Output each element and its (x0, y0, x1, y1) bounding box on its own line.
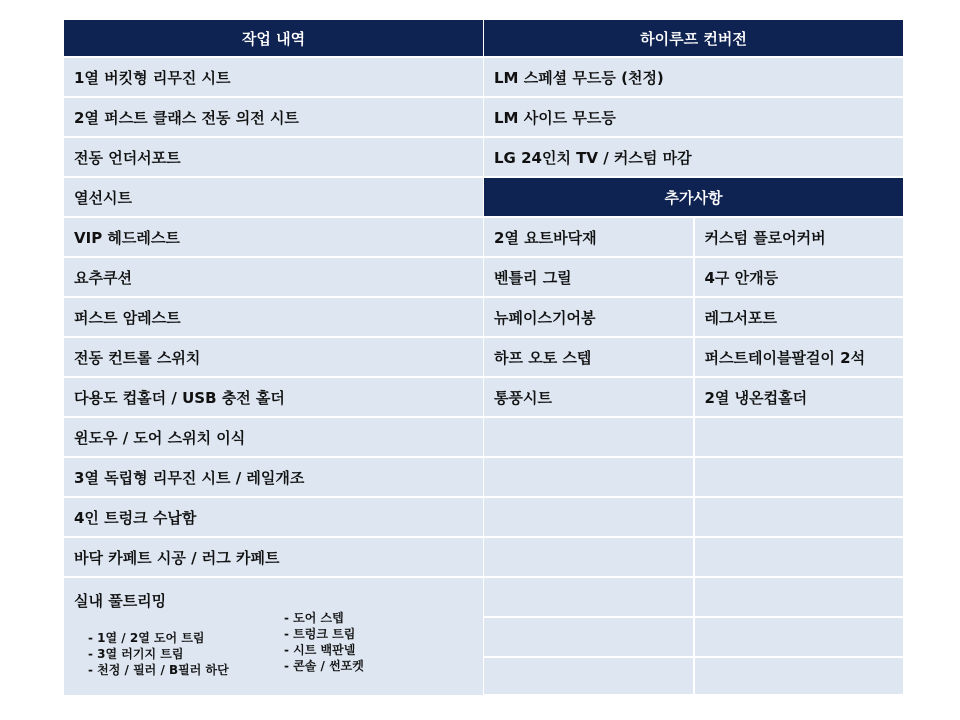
extras-row (484, 336, 903, 376)
extras-cell (693, 498, 904, 536)
work-item: 요추쿠션 (64, 256, 483, 296)
extras-cell (693, 418, 904, 456)
extras-cell (484, 498, 693, 536)
work-table (64, 20, 903, 693)
work-item: VIP 헤드레스트 (64, 216, 483, 256)
trim-list-a (88, 630, 229, 678)
interior-trim-title: 실내 풀트리밍 (74, 592, 167, 610)
work-list-items (64, 56, 483, 576)
trim-item: - 트렁크 트림 (284, 627, 356, 641)
extras-grid (484, 216, 903, 694)
conversion-item: LM 사이드 무드등 (484, 96, 903, 136)
conversion-column (484, 20, 903, 694)
extras-cell (693, 458, 904, 496)
conversion-header: 하이루프 컨버전 (484, 20, 903, 56)
extras-cell (484, 458, 693, 496)
extras-cell: 하프 오토 스텝 (484, 338, 693, 376)
extras-cell (693, 658, 904, 694)
extras-cell (484, 658, 693, 694)
trim-item: - 천정 / 필러 / B필러 하단 (88, 663, 229, 677)
extras-cell: 뉴페이스기어봉 (484, 298, 693, 336)
extras-cell (484, 578, 693, 616)
trim-list-b (284, 610, 364, 674)
work-item: 열선시트 (64, 176, 483, 216)
work-item: 전동 컨트롤 스위치 (64, 336, 483, 376)
extras-row (484, 376, 903, 416)
extras-row (484, 256, 903, 296)
extras-row (484, 616, 903, 656)
work-item: 3열 독립형 리무진 시트 / 레일개조 (64, 456, 483, 496)
conversion-items (484, 56, 903, 176)
extras-row (484, 536, 903, 576)
extras-row (484, 456, 903, 496)
extras-cell: 2열 요트바닥재 (484, 218, 693, 256)
extras-cell: 2열 냉온컵홀더 (693, 378, 904, 416)
trim-item: - 도어 스텝 (284, 611, 344, 625)
extras-cell: 통풍시트 (484, 378, 693, 416)
extras-cell: 레그서포트 (693, 298, 904, 336)
trim-item: - 3열 러기지 트림 (88, 647, 184, 661)
extras-cell: 벤틀리 그릴 (484, 258, 693, 296)
work-list-header: 작업 내역 (64, 20, 483, 56)
conversion-item: LM 스페셜 무드등 (천정) (484, 56, 903, 96)
work-item: 다용도 컵홀더 / USB 충전 홀더 (64, 376, 483, 416)
extras-cell: 퍼스트테이블팔걸이 2석 (693, 338, 904, 376)
extras-row (484, 216, 903, 256)
work-item: 전동 언더서포트 (64, 136, 483, 176)
extras-row (484, 296, 903, 336)
extras-cell: 4구 안개등 (693, 258, 904, 296)
extras-row (484, 656, 903, 694)
extras-cell (484, 418, 693, 456)
conversion-item: LG 24인치 TV / 커스텀 마감 (484, 136, 903, 176)
extras-row (484, 576, 903, 616)
extras-cell (693, 618, 904, 656)
extras-cell (484, 538, 693, 576)
work-item: 퍼스트 암레스트 (64, 296, 483, 336)
extras-row (484, 496, 903, 536)
extras-cell: 커스텀 플로어커버 (693, 218, 904, 256)
extras-cell (693, 538, 904, 576)
work-item: 바닥 카페트 시공 / 러그 카페트 (64, 536, 483, 576)
extras-header: 추가사항 (484, 176, 903, 216)
interior-trim-cell (64, 576, 483, 695)
trim-item: - 시트 백판넬 (284, 643, 356, 657)
work-list-column (64, 20, 483, 695)
work-item: 2열 퍼스트 클래스 전동 의전 시트 (64, 96, 483, 136)
extras-cell (693, 578, 904, 616)
work-item: 1열 버킷형 리무진 시트 (64, 56, 483, 96)
trim-item: - 1열 / 2열 도어 트림 (88, 631, 205, 645)
work-item: 윈도우 / 도어 스위치 이식 (64, 416, 483, 456)
extras-cell (484, 618, 693, 656)
work-item: 4인 트렁크 수납함 (64, 496, 483, 536)
extras-row (484, 416, 903, 456)
trim-item: - 콘솔 / 썬포켓 (284, 659, 364, 673)
